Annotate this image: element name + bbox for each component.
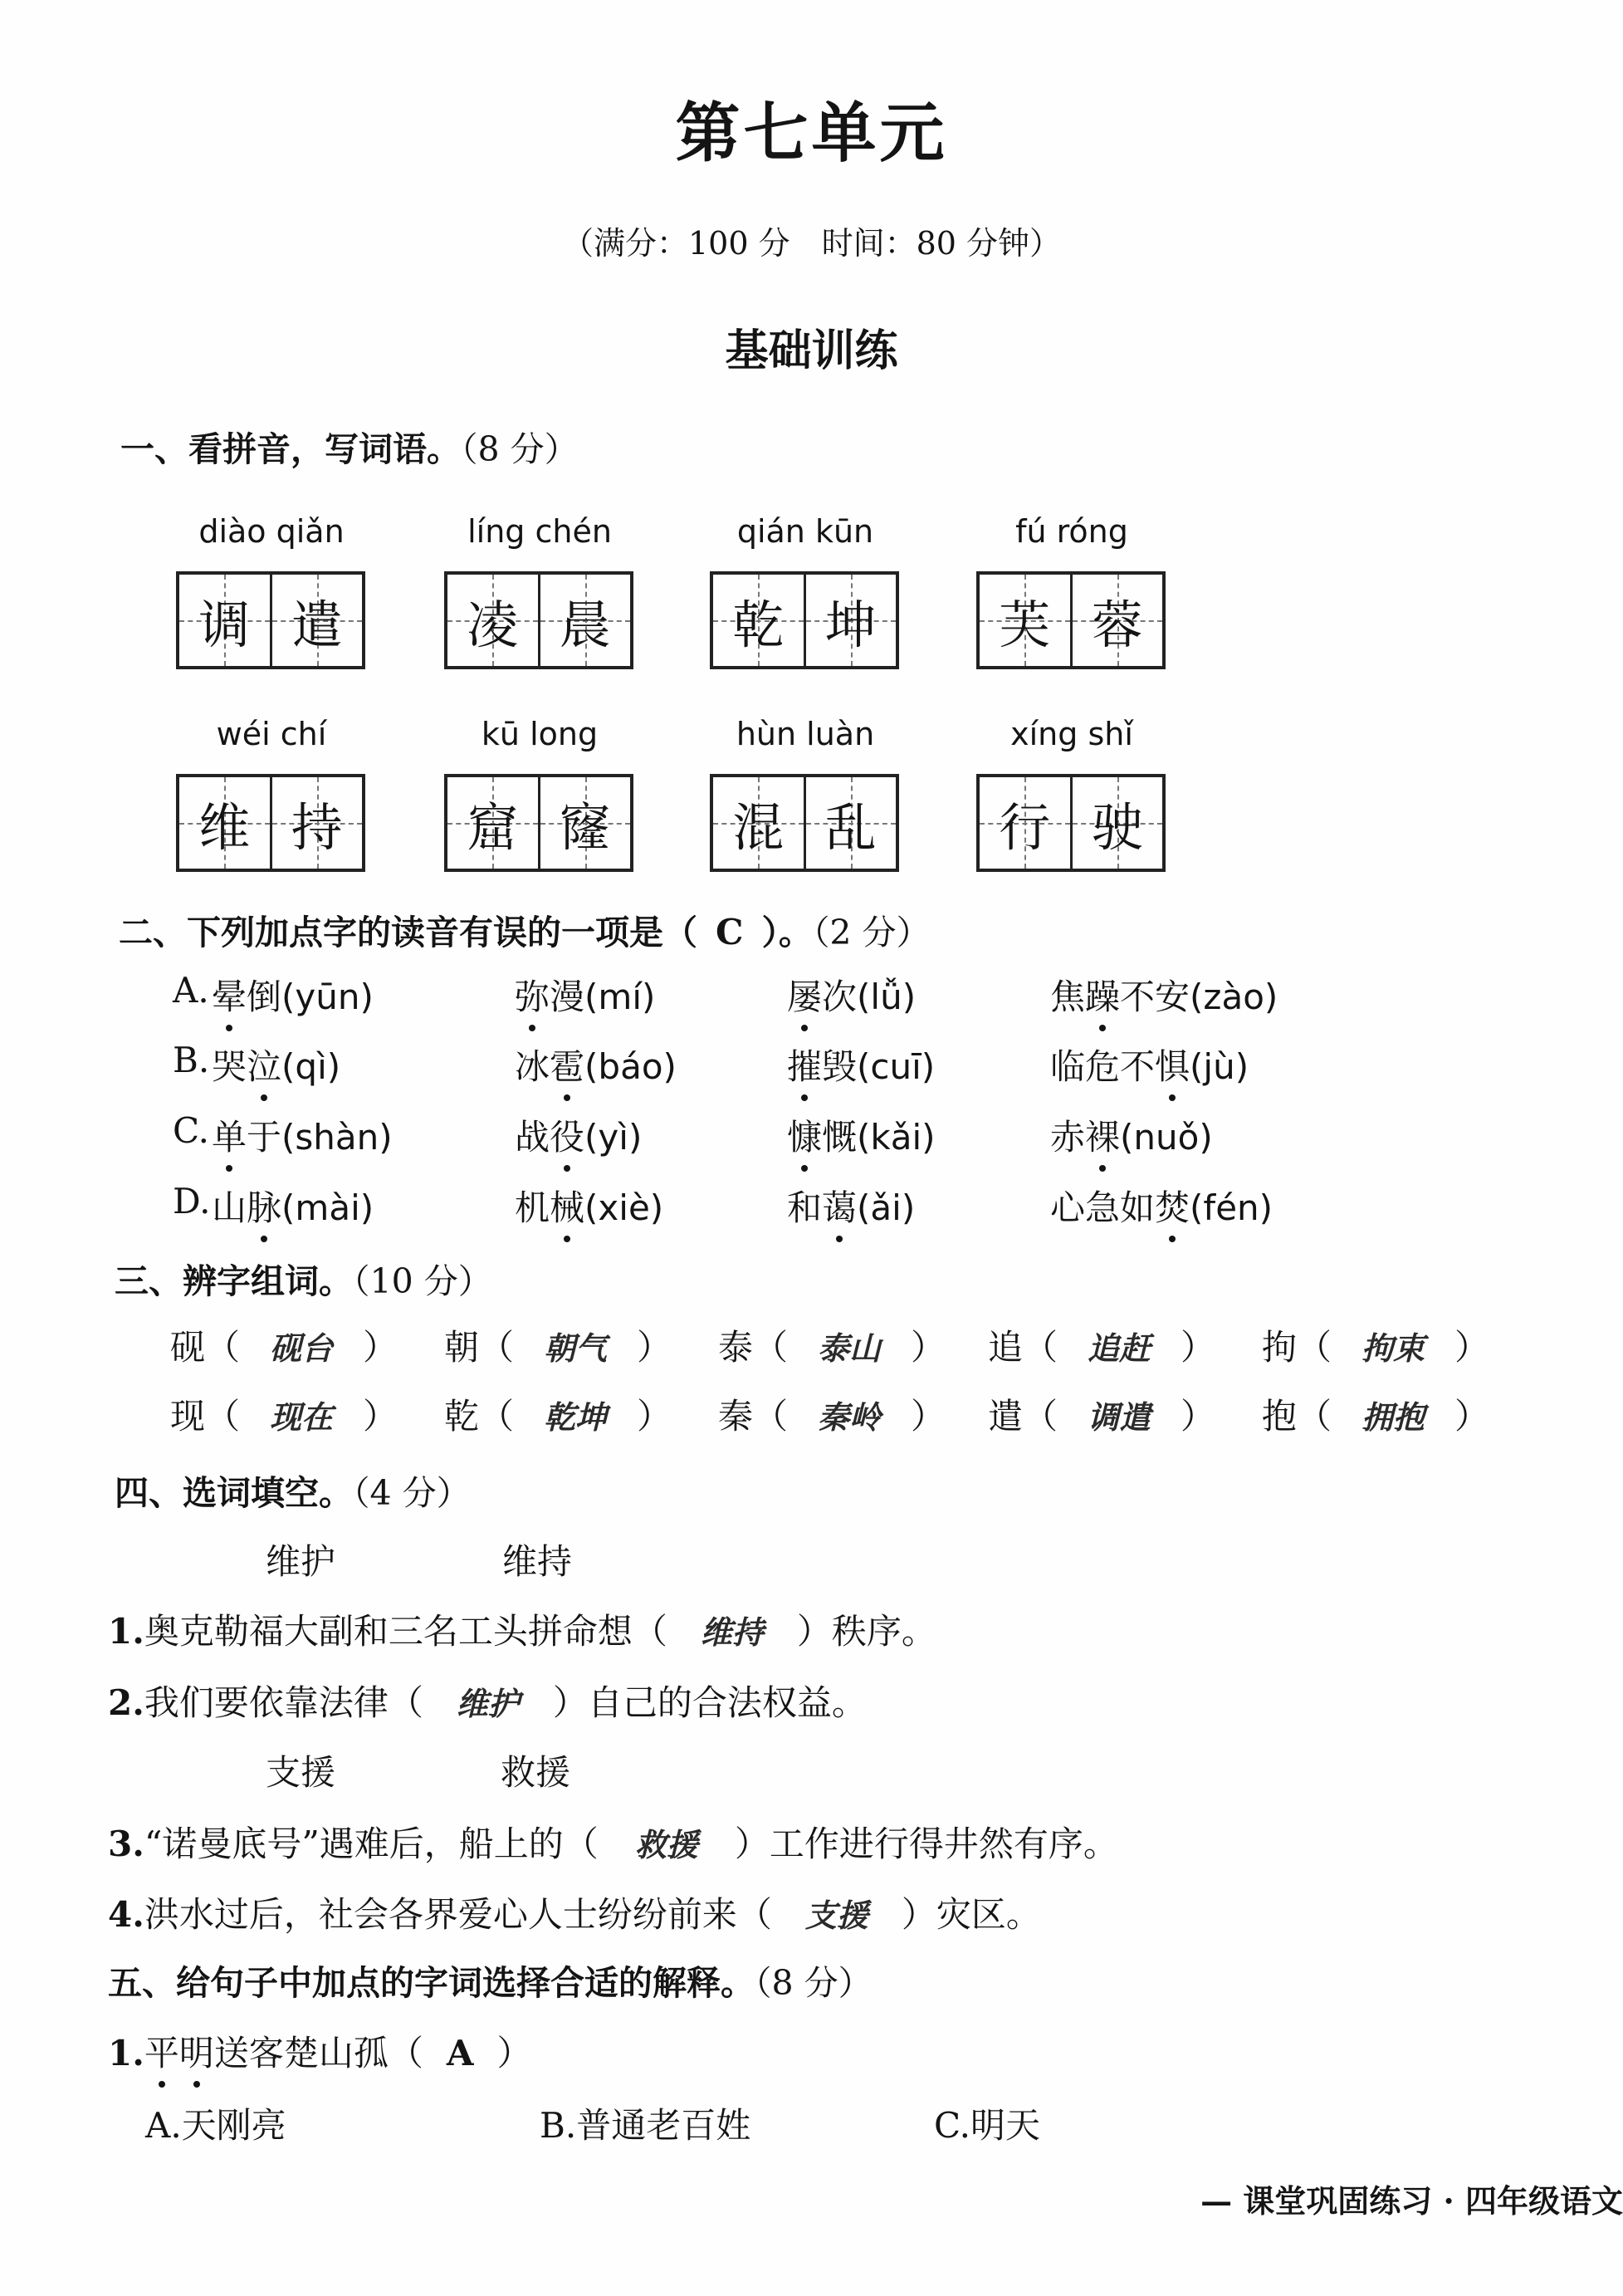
pinyin-label: xíng shǐ — [1010, 716, 1133, 752]
char-word-item: 追（ 追赶 ） — [988, 1327, 1216, 1368]
dotted-char: 躁 — [1085, 970, 1120, 1020]
pronunciation-item: 机械(xiè) — [515, 1181, 663, 1231]
pinyin-reading: (kǎi) — [857, 1117, 936, 1158]
base-char: 朝 — [444, 1327, 480, 1368]
option-label: C. — [173, 1110, 209, 1151]
q4-heading: 四、选词填空。（4 分） — [115, 1473, 471, 1513]
written-char: 乱 — [824, 800, 877, 857]
pronunciation-item: 心急如焚(fén) — [1050, 1181, 1273, 1231]
written-char: 遣 — [291, 597, 343, 654]
handwritten-word: 秦岭 — [818, 1398, 882, 1436]
written-char: 持 — [291, 800, 343, 857]
pinyin-reading: (lǚ) — [857, 977, 917, 1017]
pinyin-reading: (nuǒ) — [1120, 1117, 1213, 1158]
q4-sentence-2: 2.我们要依靠法律（ 维护 ）自己的合法权益。 — [108, 1682, 867, 1723]
dotted-char: 弥 — [515, 970, 550, 1020]
written-char: 窟 — [467, 800, 519, 857]
pinyin-reading: (shàn) — [281, 1117, 393, 1158]
word-choice-2b: 救援 — [501, 1752, 571, 1793]
dotted-char: 明 — [179, 2026, 214, 2076]
tianzige-box — [444, 571, 633, 669]
tianzige-cell — [538, 575, 631, 666]
q3-heading: 三、辨字组词。（10 分） — [115, 1261, 492, 1301]
q5-heading: 五、给句子中加点的字词选择合适的解释。（8 分） — [108, 1963, 873, 2003]
pronunciation-item: 临危不惧(jù) — [1050, 1040, 1249, 1089]
base-char: 遣 — [988, 1396, 1024, 1437]
handwritten-word: 追赶 — [1088, 1329, 1151, 1367]
pinyin-reading: (cuī) — [857, 1046, 936, 1087]
tianzige-cell — [179, 575, 270, 666]
pinyin-label: líng chén — [467, 513, 612, 550]
char-word-item: 现（ 现在 ） — [170, 1396, 398, 1437]
written-char: 晨 — [559, 597, 611, 654]
pronunciation-item: 战役(yì) — [515, 1110, 642, 1160]
pinyin-reading: (yūn) — [281, 977, 374, 1017]
char-word-item: 泰（ 泰山 ） — [718, 1327, 946, 1368]
handwritten-word: 调遣 — [1088, 1398, 1151, 1436]
pronunciation-item: 屡次(lǚ) — [787, 970, 916, 1020]
word-choice-1a: 维护 — [266, 1541, 336, 1582]
exam-meta: （满分：100 分 时间：80 分钟） — [561, 225, 1062, 262]
written-char: 行 — [999, 800, 1051, 857]
tianzige-cell — [804, 777, 897, 869]
written-char: 维 — [198, 800, 251, 857]
char-word-item: 乾（ 乾坤 ） — [444, 1396, 672, 1437]
tianzige-cell — [980, 575, 1070, 666]
base-char: 追 — [988, 1327, 1024, 1368]
option-label: B. — [173, 1040, 210, 1080]
q5-dotted-word — [144, 2033, 214, 2073]
tianzige-cell — [447, 777, 538, 869]
char-word-item: 拘（ 拘束 ） — [1262, 1327, 1490, 1368]
written-char: 混 — [732, 800, 785, 857]
written-char: 凌 — [467, 597, 519, 654]
pronunciation-item: 慷慨(kǎi) — [787, 1110, 936, 1160]
q4-sentence-4: 4.洪水过后，社会各界爱心人士纷纷前来（ 支援 ）灾区。 — [108, 1894, 1041, 1935]
dotted-char: 械 — [550, 1181, 584, 1231]
pinyin-reading: (qì) — [281, 1046, 341, 1087]
pinyin-reading: (xiè) — [584, 1187, 664, 1228]
base-char: 乾 — [444, 1396, 480, 1437]
option-label: D. — [173, 1181, 211, 1221]
q5-answer: A — [446, 2033, 474, 2073]
char-word-item: 抱（ 拥抱 ） — [1262, 1396, 1490, 1437]
char-word-item: 遣（ 调遣 ） — [988, 1396, 1216, 1437]
tianzige-box — [176, 571, 365, 669]
pinyin-reading: (mài) — [281, 1187, 374, 1228]
q5-option-a: A.天刚亮 — [145, 2105, 286, 2146]
pinyin-label: kū long — [481, 716, 599, 752]
pronunciation-item: 焦躁不安(zào) — [1050, 970, 1278, 1020]
char-word-item: 朝（ 朝气 ） — [444, 1327, 672, 1368]
pronunciation-item: 单于(shàn) — [212, 1110, 393, 1160]
pronunciation-item: 哭泣(qì) — [212, 1040, 340, 1089]
pronunciation-item: 晕倒(yūn) — [212, 970, 374, 1020]
option-label: A. — [173, 970, 209, 1011]
page-title: 第七单元 — [675, 95, 948, 171]
tianzige-box — [444, 774, 633, 872]
tianzige-cell — [179, 777, 270, 869]
word-choice-1b: 维持 — [502, 1541, 573, 1582]
written-char: 乾 — [732, 597, 785, 654]
pinyin-label: wéi chí — [216, 716, 327, 752]
word-choice-2a: 支援 — [266, 1752, 336, 1793]
pinyin-label: hùn luàn — [736, 716, 875, 752]
page-footer: — 课堂巩固练习 · 四年级语文 — [1200, 2182, 1623, 2220]
base-char: 秦 — [718, 1396, 754, 1437]
pronunciation-item: 弥漫(mí) — [515, 970, 655, 1020]
char-word-item: 秦（ 秦岭 ） — [718, 1396, 946, 1437]
pinyin-reading: (fén) — [1190, 1187, 1273, 1228]
written-char: 芙 — [999, 597, 1051, 654]
section-subtitle: 基础训练 — [725, 326, 898, 376]
dotted-char: 雹 — [550, 1040, 584, 1089]
handwritten-word: 拥抱 — [1361, 1398, 1425, 1436]
q5-sentence-1: 1.平明送客楚山孤（ A ） — [108, 2026, 532, 2076]
tianzige-box — [176, 774, 365, 872]
pronunciation-item: 和蔼(ǎi) — [787, 1181, 915, 1231]
written-char: 蓉 — [1091, 597, 1143, 654]
q4-sentence-3: 3.“诺曼底号”遇难后，船上的（ 救援 ）工作进行得井然有序。 — [108, 1824, 1118, 1864]
tianzige-box — [976, 571, 1166, 669]
dotted-char: 役 — [550, 1110, 584, 1160]
q2-answer: C — [716, 912, 744, 952]
pinyin-reading: (ǎi) — [857, 1187, 916, 1228]
pinyin-label: qián kūn — [736, 513, 874, 550]
pronunciation-item: 山脉(mài) — [212, 1181, 374, 1231]
handwritten-word: 朝气 — [544, 1329, 608, 1367]
tianzige-cell — [270, 575, 363, 666]
dotted-char: 屡 — [787, 970, 822, 1020]
dotted-char: 摧 — [787, 1040, 822, 1089]
tianzige-cell — [447, 575, 538, 666]
pinyin-label: diào qiǎn — [198, 513, 345, 550]
base-char: 抱 — [1262, 1396, 1298, 1437]
tianzige-box — [710, 774, 899, 872]
q2-heading: 二、下列加点字的读音有误的一项是（ C ）。（2 分） — [119, 912, 931, 952]
base-char: 拘 — [1262, 1327, 1298, 1368]
tianzige-cell — [1070, 575, 1163, 666]
tianzige-cell — [538, 777, 631, 869]
base-char: 现 — [170, 1396, 206, 1437]
handwritten-word: 泰山 — [818, 1329, 882, 1367]
pronunciation-item: 冰雹(báo) — [515, 1040, 677, 1089]
handwritten-word: 砚台 — [270, 1329, 334, 1367]
pronunciation-item: 摧毁(cuī) — [787, 1040, 935, 1089]
dotted-char: 脉 — [247, 1181, 281, 1231]
tianzige-box — [710, 571, 899, 669]
base-char: 泰 — [718, 1327, 754, 1368]
pinyin-reading: (jù) — [1190, 1046, 1249, 1087]
char-word-item: 砚（ 砚台 ） — [170, 1327, 398, 1368]
written-char: 窿 — [559, 800, 611, 857]
base-char: 砚 — [170, 1327, 206, 1368]
dotted-char: 蔼 — [822, 1181, 857, 1231]
dotted-char: 裸 — [1085, 1110, 1120, 1160]
dotted-char: 晕 — [212, 970, 247, 1020]
handwritten-word: 现在 — [270, 1398, 334, 1436]
tianzige-cell — [713, 777, 804, 869]
q1-heading: 一、看拼音，写词语。（8 分） — [120, 429, 579, 469]
dotted-char: 惧 — [1155, 1040, 1190, 1089]
dotted-char: 单 — [212, 1110, 247, 1160]
pinyin-reading: (yì) — [584, 1117, 643, 1158]
tianzige-cell — [804, 575, 897, 666]
tianzige-box — [976, 774, 1166, 872]
written-char: 调 — [198, 597, 251, 654]
handwritten-word: 拘束 — [1361, 1329, 1425, 1367]
tianzige-cell — [713, 575, 804, 666]
tianzige-cell — [1070, 777, 1163, 869]
pinyin-reading: (mí) — [584, 977, 656, 1017]
written-char: 坤 — [824, 597, 877, 654]
q5-option-b: B.普通老百姓 — [540, 2105, 751, 2146]
pinyin-reading: (zào) — [1190, 977, 1278, 1017]
pronunciation-item: 赤裸(nuǒ) — [1050, 1110, 1213, 1160]
written-char: 驶 — [1091, 800, 1143, 857]
pinyin-reading: (báo) — [584, 1046, 677, 1087]
handwritten-word: 乾坤 — [544, 1398, 608, 1436]
dotted-char: 平 — [144, 2026, 179, 2076]
dotted-char: 泣 — [247, 1040, 281, 1089]
tianzige-cell — [980, 777, 1070, 869]
q5-option-c: C.明天 — [934, 2105, 1040, 2146]
dotted-char: 焚 — [1155, 1181, 1190, 1231]
tianzige-cell — [270, 777, 363, 869]
dotted-char: 慷 — [787, 1110, 822, 1160]
q4-sentence-1: 1.奥克勒福大副和三名工头拼命想（ 维持 ）秩序。 — [108, 1611, 936, 1652]
pinyin-label: fú róng — [1015, 513, 1128, 550]
